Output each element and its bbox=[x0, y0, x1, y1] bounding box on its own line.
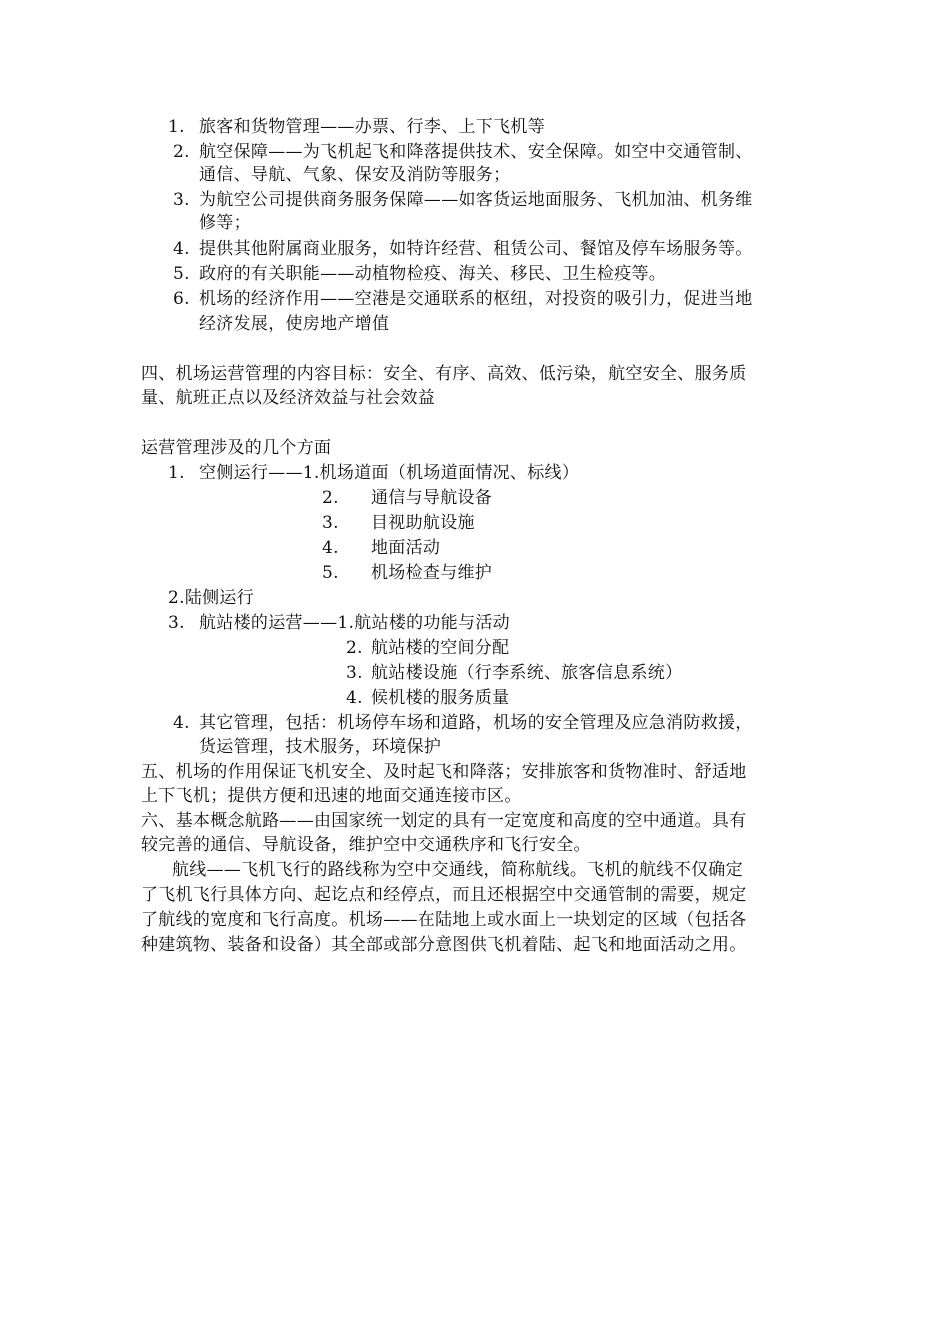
sub-list-number: 5. bbox=[322, 563, 339, 583]
list-item-text: 经济发展，使房地产增值 bbox=[199, 314, 390, 334]
sub-list-text: 航站楼设施（行李系统、旅客信息系统） bbox=[371, 663, 683, 683]
list-item-text: 提供其他附属商业服务，如特许经营、租赁公司、餐馆及停车场服务等。 bbox=[199, 239, 753, 259]
list-item-text: 政府的有关职能——动植物检疫、海关、移民、卫生检疫等。 bbox=[199, 264, 667, 284]
list-item-text: 航站楼的运营——1.航站楼的功能与活动 bbox=[199, 613, 510, 633]
sub-list-text: 地面活动 bbox=[371, 538, 441, 558]
sub-list-text: 航站楼的空间分配 bbox=[371, 638, 510, 658]
paragraph-line: 较完善的通信、导航设备，维护空中交通秩序和飞行安全。 bbox=[141, 835, 591, 855]
sub-list-number: 4. bbox=[346, 688, 363, 708]
sub-list-number: 2. bbox=[322, 488, 339, 508]
list-item-text: 其它管理，包括：机场停车场和道路，机场的安全管理及应急消防救援， bbox=[199, 713, 753, 733]
list-item-text: 机场的经济作用——空港是交通联系的枢纽，对投资的吸引力，促进当地 bbox=[199, 289, 753, 309]
list-item-text: 货运管理，技术服务，环境保护 bbox=[199, 737, 442, 757]
list-item-text: 修等； bbox=[199, 213, 251, 233]
list-item-text: 2.陆侧运行 bbox=[168, 588, 255, 608]
list-number: 1. bbox=[168, 117, 185, 137]
list-item-text: 为航空公司提供商务服务保障——如客货运地面服务、飞机加油、机务维 bbox=[199, 190, 753, 210]
paragraph-line: 四、机场运营管理的内容目标：安全、有序、高效、低污染，航空安全、服务质 bbox=[141, 364, 747, 384]
paragraph-line: 了航线的宽度和飞行高度。机场——在陆地上或水面上一块划定的区域（包括各 bbox=[141, 910, 747, 930]
list-number: 5. bbox=[173, 264, 190, 284]
paragraph-line: 五、机场的作用保证飞机安全、及时起飞和降落；安排旅客和货物准时、舒适地 bbox=[141, 762, 747, 782]
list-number: 3. bbox=[168, 613, 185, 633]
sub-list-number: 3. bbox=[346, 663, 363, 683]
paragraph-line: 上下飞机；提供方便和迅速的地面交通连接市区。 bbox=[141, 786, 522, 806]
sub-list-text: 候机楼的服务质量 bbox=[371, 688, 510, 708]
list-number: 4. bbox=[173, 239, 190, 259]
list-item-text: 旅客和货物管理——办票、行李、上下飞机等 bbox=[199, 117, 545, 137]
paragraph-line: 航线——飞机飞行的路线称为空中交通线，简称航线。飞机的航线不仅确定 bbox=[172, 860, 743, 880]
sub-list-text: 目视助航设施 bbox=[371, 513, 475, 533]
list-number: 2. bbox=[173, 142, 190, 162]
list-number: 6. bbox=[173, 289, 190, 309]
paragraph-line: 种建筑物、装备和设备）其全部或部分意图供飞机着陆、起飞和地面活动之用。 bbox=[141, 935, 747, 955]
list-number: 3. bbox=[173, 190, 190, 210]
list-number: 1. bbox=[168, 463, 185, 483]
paragraph-line: 六、基本概念航路——由国家统一划定的具有一定宽度和高度的空中通道。具有 bbox=[141, 811, 747, 831]
sub-list-text: 机场检查与维护 bbox=[371, 563, 493, 583]
sub-list-text: 通信与导航设备 bbox=[371, 488, 493, 508]
list-item-text: 空侧运行——1.机场道面（机场道面情况、标线） bbox=[199, 463, 580, 483]
list-item-text: 航空保障——为飞机起飞和降落提供技术、安全保障。如空中交通管制、 bbox=[199, 142, 753, 162]
list-number: 4. bbox=[173, 713, 190, 733]
list-item-text: 通信、导航、气象、保安及消防等服务； bbox=[199, 165, 511, 185]
paragraph-line: 了飞机飞行具体方向、起讫点和经停点，而且还根据空中交通管制的需要，规定 bbox=[141, 885, 747, 905]
ops-heading: 运营管理涉及的几个方面 bbox=[141, 438, 332, 458]
paragraph-line: 量、航班正点以及经济效益与社会效益 bbox=[141, 388, 436, 408]
sub-list-number: 4. bbox=[322, 538, 339, 558]
sub-list-number: 2. bbox=[346, 638, 363, 658]
sub-list-number: 3. bbox=[322, 513, 339, 533]
